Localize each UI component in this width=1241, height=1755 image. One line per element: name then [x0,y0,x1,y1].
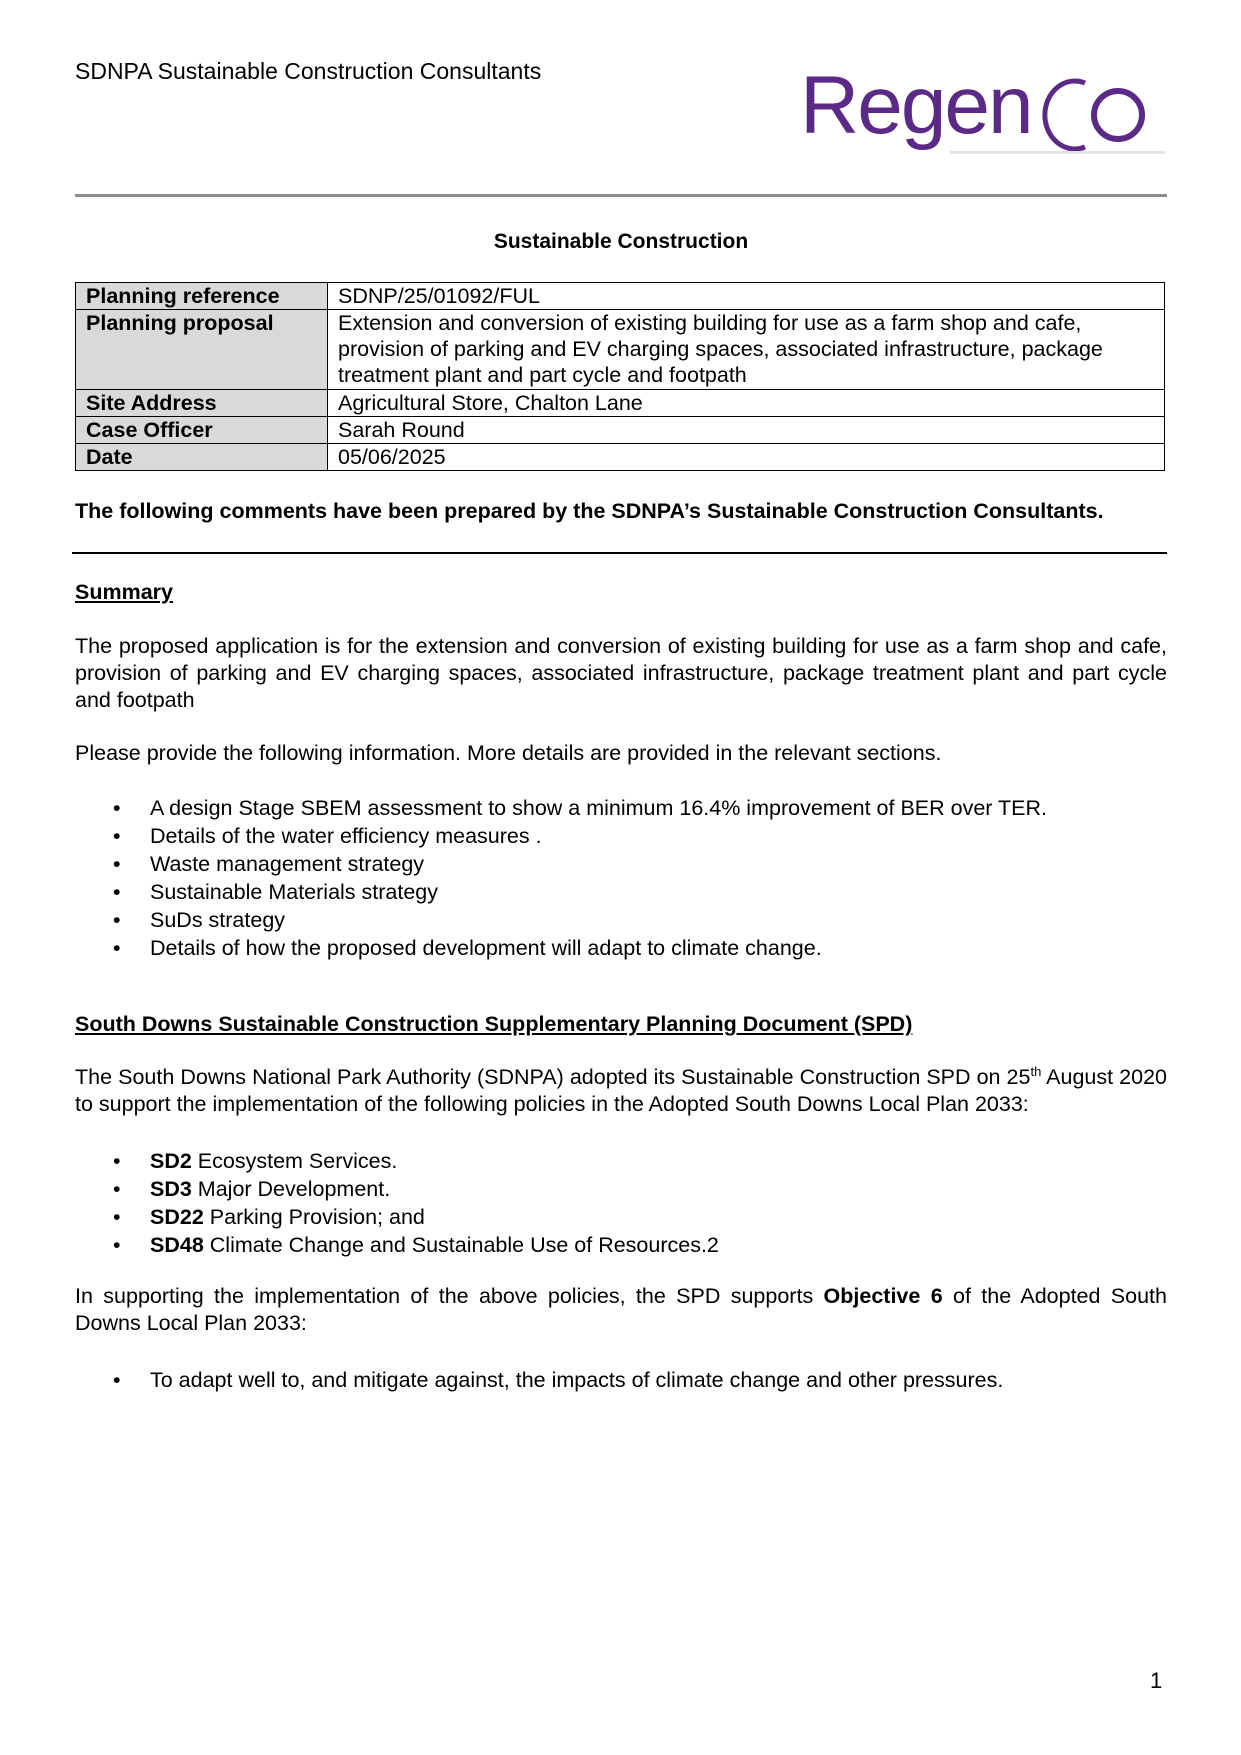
request-intro: Please provide the following information. More details are provided in the relevant sections. [75,741,942,765]
bullet-icon: • [113,1149,121,1173]
list-item: • Details of how the proposed development will adapt to climate change. [113,936,822,960]
planning-info-table [75,282,1165,471]
list-item: • Details of the water efficiency measures . [113,824,542,848]
table-row [76,444,1165,471]
document-heading: Sustainable Construction [493,230,749,253]
table-row [76,310,1165,390]
list-item: • SD2 Ecosystem Services. [113,1149,398,1173]
row-value: 05/06/2025 [328,444,1165,471]
regenco-logo-icon [800,55,1175,170]
bullet-icon: • [113,880,121,904]
header-divider [75,194,1167,197]
policy-code: SD22 [150,1205,204,1229]
row-label: Date [76,444,328,471]
list-item: • SD48 Climate Change and Sustainable Use of Resources.2 [113,1233,719,1257]
bullet-icon: • [113,1177,121,1201]
policy-code: SD48 [150,1233,204,1257]
requests-list [75,794,1047,962]
row-label: Site Address [76,390,328,417]
table-row [76,390,1165,417]
row-label: Case Officer [76,417,328,444]
list-item: • To adapt well to, and mitigate against, the impacts of climate change and other pressures. [113,1368,1004,1392]
row-value: Agricultural Store, Chalton Lane [328,390,1165,417]
spd-heading: South Downs Sustainable Construction Supplementary Planning Document (SPD) [75,1012,913,1036]
bullet-icon: • [113,1205,121,1229]
section-divider [72,552,1167,554]
row-value: SDNP/25/01092/FUL [328,283,1165,310]
policies-list [75,1147,719,1259]
regenco-logo [800,55,1175,170]
spd-intro: The South Downs National Park Authority (SDNPA) adopted its Sustainable Construction SPD on 25th August 2020 to support the implementation of the following policies in the Adopted South Downs Local Plan 2033: [75,1063,1167,1116]
policy-code: SD2 [150,1149,192,1173]
row-value: Extension and conversion of existing building for use as a farm shop and cafe, provision of parking and EV charging spaces, associated infrastructure, package treatment plant and part cycle and footpath [328,310,1165,390]
prepared-by-statement: The following comments have been prepared by the SDNPA’s Sustainable Construction Consultants. [75,499,1104,523]
header-organization: SDNPA Sustainable Construction Consultants [75,58,542,84]
list-item: • Waste management strategy [113,852,425,876]
bullet-icon: • [113,824,121,848]
bullet-icon: • [113,936,121,960]
summary-heading: Summary [75,580,173,604]
svg-text:Regen: Regen [800,60,1032,151]
list-item: • SD3 Major Development. [113,1177,391,1201]
bullet-icon: • [113,796,121,820]
list-item: • A design Stage SBEM assessment to show a minimum 16.4% improvement of BER over TER. [113,796,1048,820]
list-item: • Sustainable Materials strategy [113,880,439,904]
bullet-icon: • [113,852,121,876]
bullet-icon: • [113,908,121,932]
row-label: Planning reference [76,283,328,310]
table-row [76,283,1165,310]
bullet-icon: • [113,1233,121,1257]
page-number: 1 [1150,1668,1163,1693]
bullet-icon: • [113,1368,121,1392]
objectives-list [75,1366,1003,1394]
table-row [76,417,1165,444]
summary-paragraph: The proposed application is for the extension and conversion of existing building for use as a farm shop and cafe, provision of parking and EV charging spaces, associated infrastructure, package treatment plant and part cycle and footpath [75,634,1167,712]
list-item: • SuDs strategy [113,908,286,932]
row-label: Planning proposal [76,310,328,390]
policy-code: SD3 [150,1177,192,1201]
list-item: • SD22 Parking Provision; and [113,1205,425,1229]
row-value: Sarah Round [328,417,1165,444]
objective-paragraph: In supporting the implementation of the above policies, the SPD supports Objective 6 of the Adopted South Downs Local Plan 2033: [75,1284,1167,1335]
